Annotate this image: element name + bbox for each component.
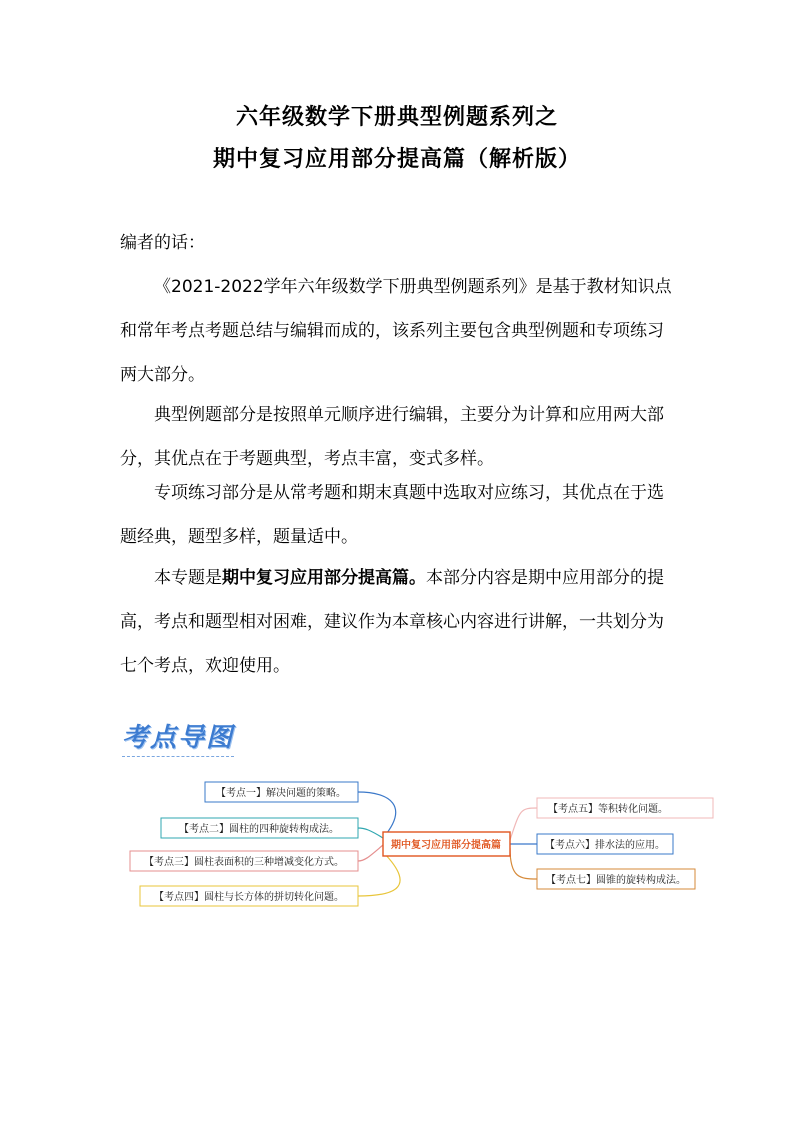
editor-note-label: 编者的话：: [120, 233, 205, 253]
node-6-label: 【考点六】排水法的应用。: [545, 840, 665, 851]
intro-paragraph-2: 典型例题部分是按照单元顺序进行编辑，主要分为计算和应用两大部分，其优点在于考题典型，考点丰富，变式多样。: [120, 405, 664, 469]
node-4-label: 【考点四】圆柱与长方体的拼切转化问题。: [154, 892, 344, 903]
p4-text-bold: 期中复习应用部分提高篇。: [222, 568, 426, 588]
node-2-label: 【考点二】圆柱的四种旋转构成法。: [179, 824, 339, 835]
p4-text-after: 本部分内容是期中应用部分的提高，考点和题型相对困难，建议作为本章核心内容进行讲解，一共划分为七个考点，欢迎使用。: [120, 568, 664, 676]
connector-right-1: [510, 808, 537, 840]
mindmap-node-1: [205, 782, 358, 802]
intro-paragraph-1: 《2021-2022学年六年级数学下册典型例题系列》是基于教材知识点和常年考点考题总结与编辑而成的，该系列主要包含典型例题和专项练习两大部分。: [120, 277, 672, 385]
document-title-line1: 六年级数学下册典型例题系列之: [235, 105, 558, 130]
node-3-label: 【考点三】圆柱表面积的三种增减变化方式。: [144, 857, 344, 868]
connector-left-1: [358, 792, 396, 838]
p4-text-before: 本专题是: [154, 568, 222, 588]
mindmap-node-4: [140, 886, 358, 906]
mindmap-node-3: [130, 851, 358, 871]
mindmap-node-6: [537, 834, 673, 854]
connector-right-3: [510, 848, 537, 879]
document-title-line2: 期中复习应用部分提高篇（解析版）: [212, 147, 581, 172]
node-5-label: 【考点五】等积转化问题。: [548, 804, 668, 815]
mindmap-node-7: [537, 869, 695, 889]
mindmap-node-2: [161, 818, 358, 838]
mindmap-heading: 考点导图: [122, 722, 234, 757]
connector-left-3: [358, 845, 383, 861]
connector-left-2: [358, 828, 383, 838]
node-1-label: 【考点一】解决问题的策略。: [216, 788, 346, 799]
intro-paragraph-3: 专项练习部分是从常考题和期末真题中选取对应练习，其优点在于选题经典，题型多样，题量适中。: [120, 483, 664, 547]
mindmap-node-5: [537, 798, 713, 818]
connector-left-4: [358, 852, 400, 896]
mindmap-center-label: 期中复习应用部分提高篇: [391, 840, 501, 851]
node-7-label: 【考点七】圆锥的旋转构成法。: [546, 875, 686, 886]
